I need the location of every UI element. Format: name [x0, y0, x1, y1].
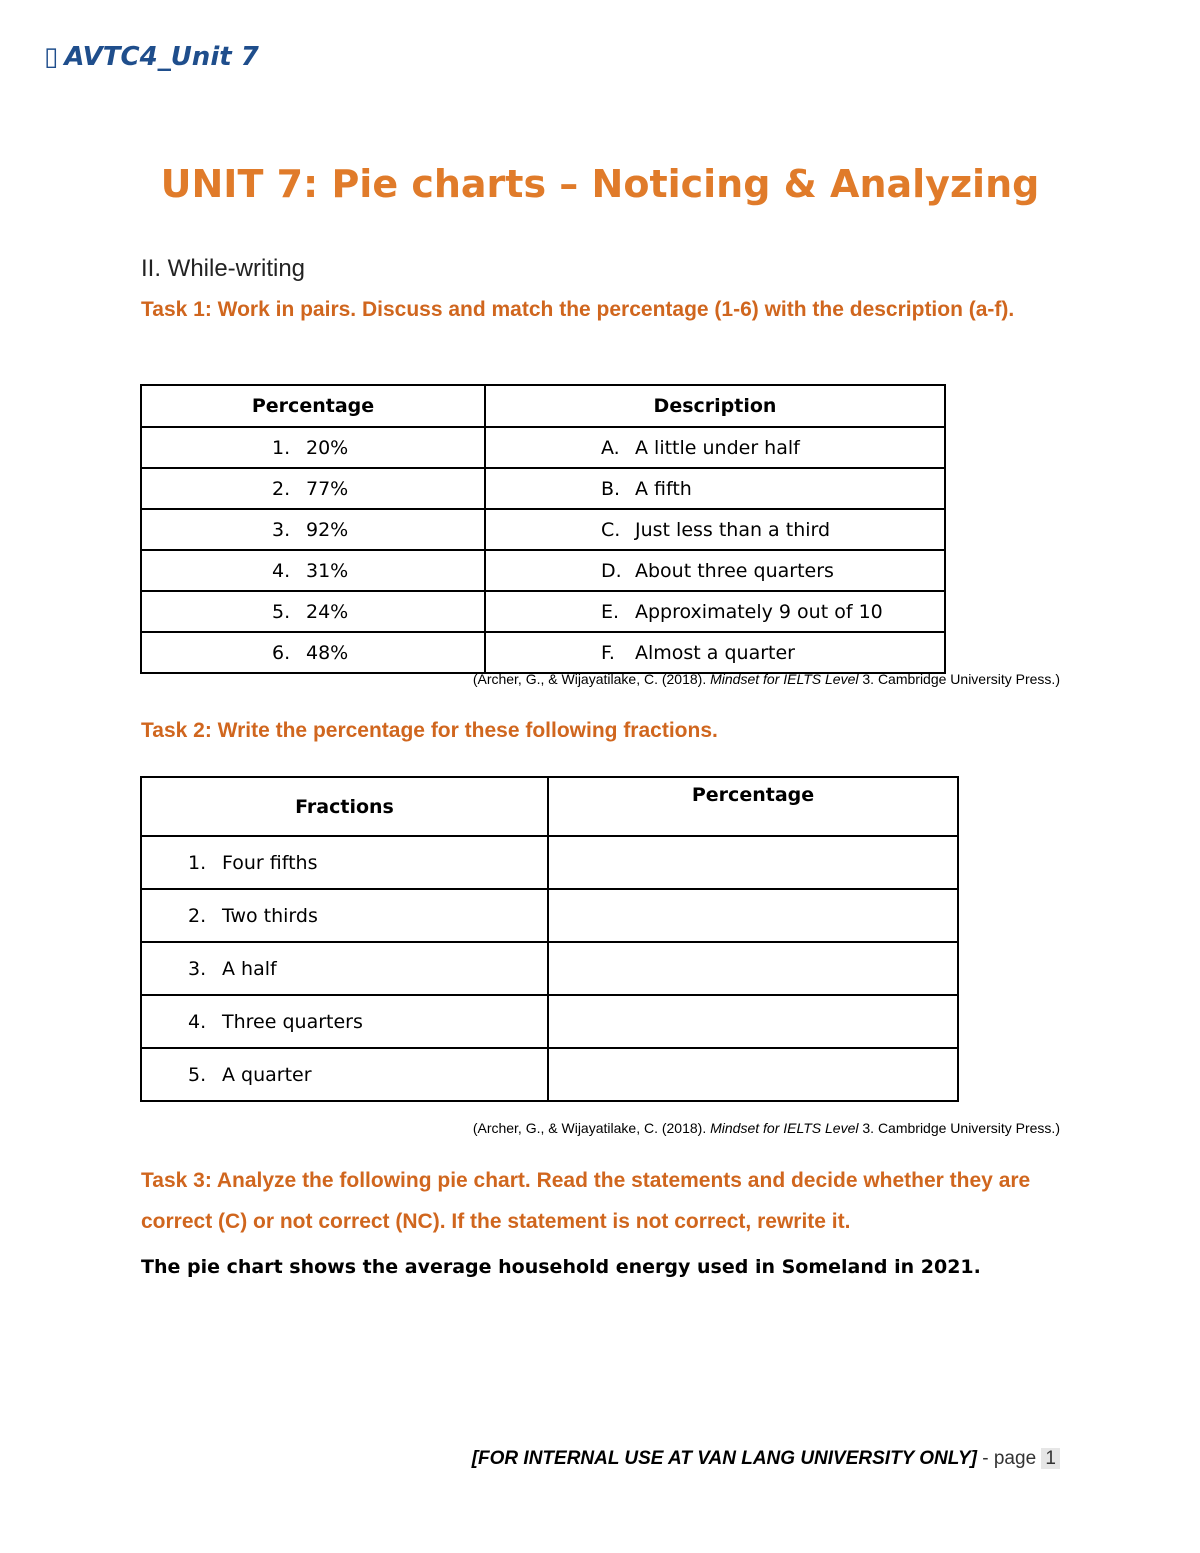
percentage-cell: [141, 509, 485, 550]
description-text: Almost a quarter: [635, 641, 795, 664]
description-cell: [485, 550, 945, 591]
percentage-value: 48%: [306, 641, 349, 664]
fractions-header: Fractions: [141, 777, 548, 836]
placeholder-glyph-icon: ▯: [44, 42, 59, 72]
item-letter: A.: [601, 436, 620, 459]
table-row: [141, 468, 945, 509]
chart-caption: The pie chart shows the average household energy used in Someland in 2021.: [141, 1256, 981, 1278]
item-number: 1.: [272, 436, 291, 459]
item-number: 5.: [188, 1063, 207, 1086]
item-number: 1.: [188, 851, 207, 874]
answer-cell[interactable]: [548, 942, 958, 995]
table-row: [141, 1048, 958, 1101]
task2-table: [140, 776, 959, 1102]
footer-note: [FOR INTERNAL USE AT VAN LANG UNIVERSITY ONLY]: [471, 1448, 977, 1469]
percentage-cell: [141, 591, 485, 632]
description-header: Description: [485, 385, 945, 427]
task2-instruction: Task 2: Write the percentage for these following fractions.: [141, 719, 718, 742]
answer-cell[interactable]: [548, 836, 958, 889]
percentage-cell: [141, 427, 485, 468]
percentage-cell: [141, 550, 485, 591]
percentage-value: 24%: [306, 600, 349, 623]
item-number: 3.: [188, 957, 207, 980]
citation-title: Mindset for IELTS Level: [710, 1120, 859, 1136]
item-letter: D.: [601, 559, 622, 582]
description-cell: [485, 468, 945, 509]
description-text: Approximately 9 out of 10: [635, 600, 883, 623]
percentage-cell: [141, 632, 485, 673]
fraction-cell: [141, 836, 548, 889]
fraction-text: Two thirds: [222, 904, 318, 927]
page-footer: [472, 1448, 1060, 1470]
description-text: Just less than a third: [635, 518, 831, 541]
task3-instruction: Task 3: Analyze the following pie chart. Read the statements and decide whether they are correct (C) or not correct (NC). If the statement is not correct, rewrite it.: [141, 1169, 1031, 1233]
table-row: [141, 942, 958, 995]
table-row: [141, 632, 945, 673]
fraction-text: A quarter: [222, 1063, 312, 1086]
item-letter: E.: [601, 600, 620, 623]
task1-header-row: [141, 385, 945, 427]
fraction-cell: [141, 995, 548, 1048]
description-cell: [485, 427, 945, 468]
header-text: AVTC4_Unit 7: [64, 42, 259, 72]
description-cell: [485, 632, 945, 673]
item-letter: C.: [601, 518, 621, 541]
fraction-text: Three quarters: [222, 1010, 363, 1033]
percentage-value: 92%: [306, 518, 349, 541]
description-cell: [485, 591, 945, 632]
item-number: 4.: [272, 559, 291, 582]
answer-cell[interactable]: [548, 995, 958, 1048]
item-number: 5.: [272, 600, 291, 623]
description-text: A fifth: [635, 477, 692, 500]
item-letter: B.: [601, 477, 621, 500]
table-row: [141, 427, 945, 468]
item-letter: F.: [601, 641, 615, 664]
percentage-value: 20%: [306, 436, 349, 459]
citation-authors: (Archer, G., & Wijayatilake, C. (2018).: [472, 671, 711, 687]
fraction-text: Four fifths: [222, 851, 318, 874]
fraction-cell: [141, 942, 548, 995]
description-text: A little under half: [635, 436, 800, 459]
page-title: UNIT 7: Pie charts – Noticing & Analyzing: [160, 162, 1040, 206]
task2-header-row: [141, 777, 958, 836]
task1-table: [140, 384, 946, 674]
page-label: - page: [976, 1448, 1042, 1469]
percentage-header: Percentage: [548, 777, 958, 836]
percentage-header: Percentage: [141, 385, 485, 427]
table-row: [141, 509, 945, 550]
header-label: [44, 42, 259, 72]
table-row: [141, 591, 945, 632]
fraction-cell: [141, 1048, 548, 1101]
description-text: About three quarters: [635, 559, 834, 582]
item-number: 6.: [272, 641, 291, 664]
page-number: 1: [1041, 1448, 1060, 1469]
table-row: [141, 995, 958, 1048]
answer-cell[interactable]: [548, 1048, 958, 1101]
table-row: [141, 836, 958, 889]
item-number: 3.: [272, 518, 291, 541]
fraction-cell: [141, 889, 548, 942]
citation-title: Mindset for IELTS Level: [710, 671, 859, 687]
section-heading: II. While-writing: [141, 255, 306, 282]
citation-authors: (Archer, G., & Wijayatilake, C. (2018).: [472, 1120, 711, 1136]
task1-citation: [473, 671, 1060, 687]
citation-publisher: 3. Cambridge University Press.): [858, 1120, 1060, 1136]
item-number: 4.: [188, 1010, 207, 1033]
fraction-text: A half: [222, 957, 277, 980]
table-row: [141, 550, 945, 591]
citation-publisher: 3. Cambridge University Press.): [858, 671, 1060, 687]
item-number: 2.: [188, 904, 207, 927]
description-cell: [485, 509, 945, 550]
task1-instruction: Task 1: Work in pairs. Discuss and match the percentage (1-6) with the description (a-f).: [141, 298, 1015, 321]
answer-cell[interactable]: [548, 889, 958, 942]
task2-citation: [473, 1120, 1060, 1136]
item-number: 2.: [272, 477, 291, 500]
percentage-cell: [141, 468, 485, 509]
percentage-value: 31%: [306, 559, 349, 582]
percentage-value: 77%: [306, 477, 349, 500]
table-row: [141, 889, 958, 942]
